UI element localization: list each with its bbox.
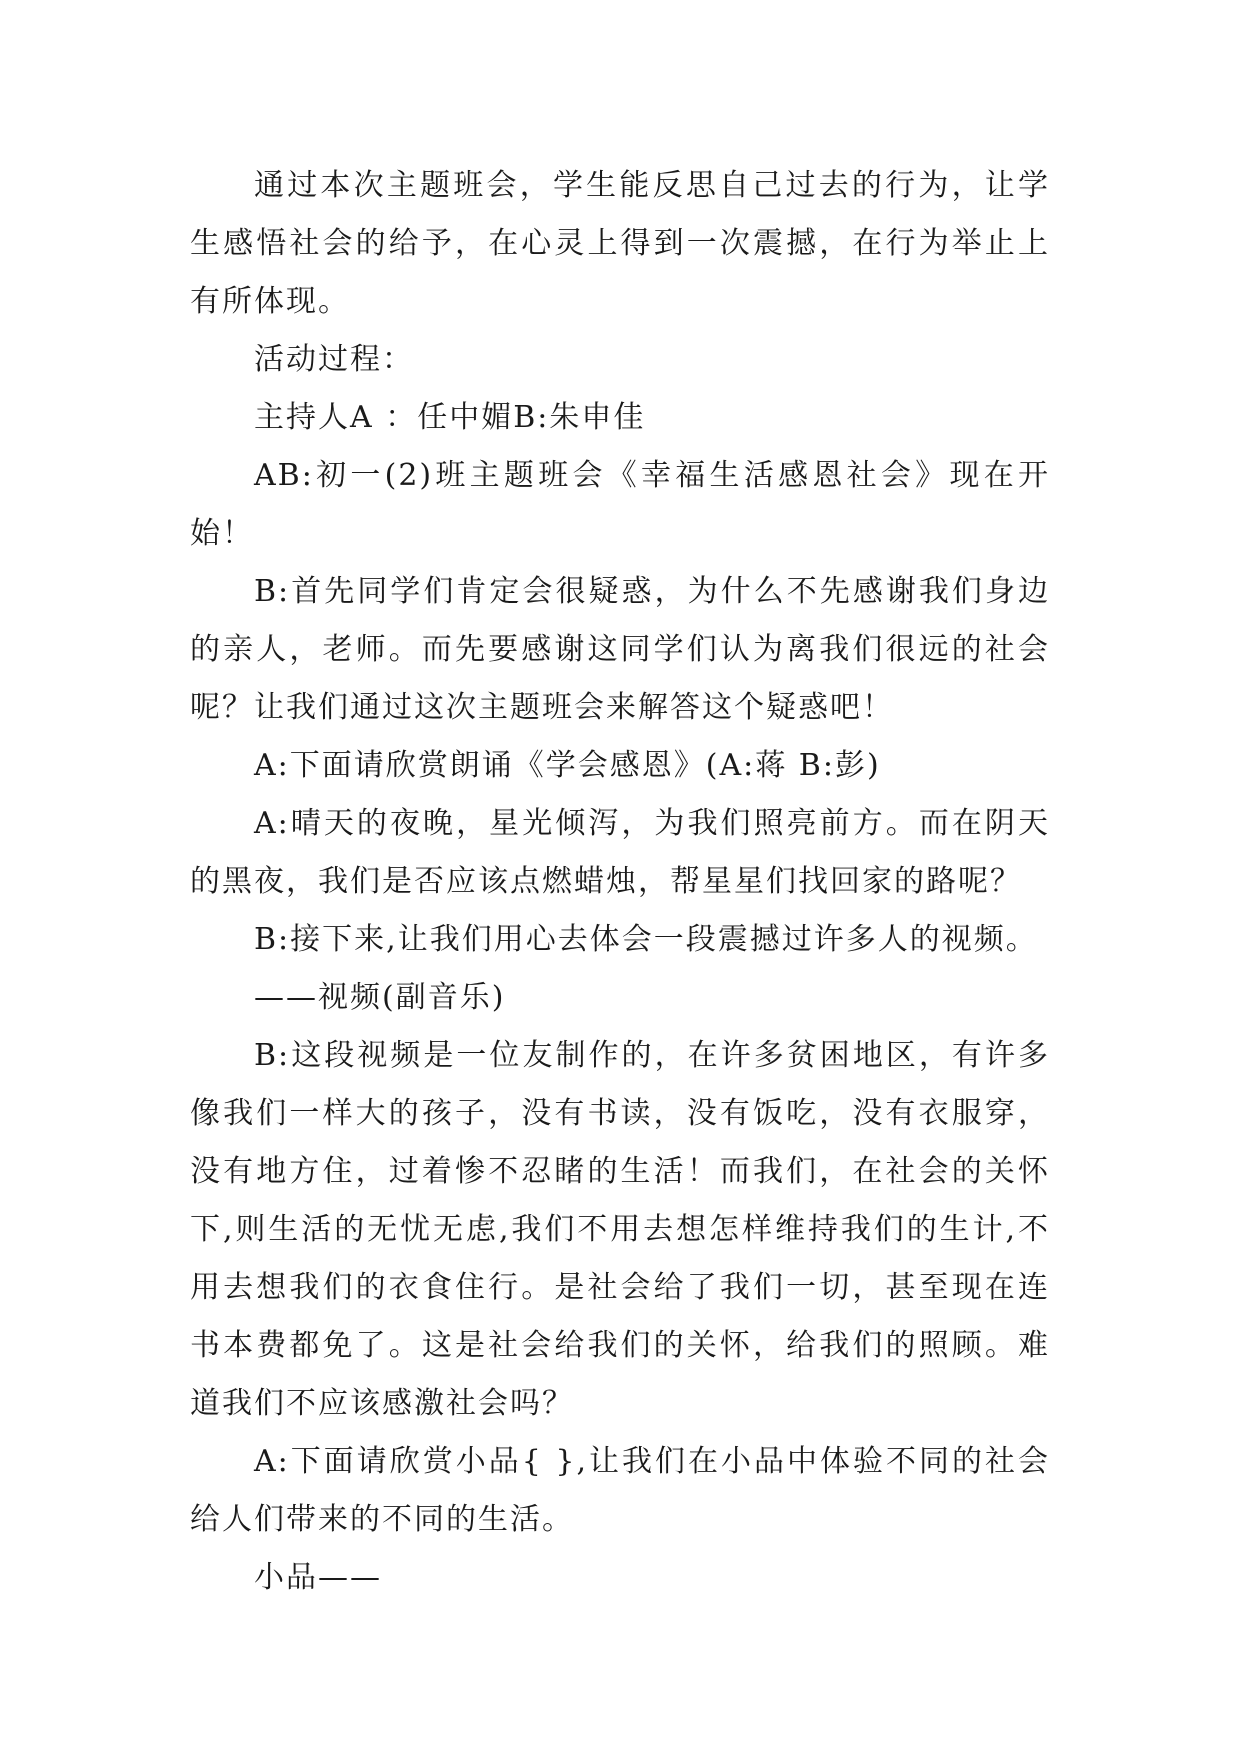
document-body bbox=[190, 157, 1050, 1607]
paragraph-recitation: A:下面请欣赏朗诵《学会感恩》(A:蒋 B:彭) bbox=[254, 748, 881, 783]
paragraph-question: B:首先同学们肯定会很疑惑，为什么不先感谢我们身边的亲人，老师。而先要感谢这同学们认为离我们很远的社会呢？让我们通过这次主题班会来解答这个疑惑吧！ bbox=[190, 574, 1050, 725]
paragraph-skit-intro: A:下面请欣赏小品{ },让我们在小品中体验不同的社会给人们带来的不同的生活。 bbox=[190, 1444, 1050, 1537]
paragraph-intro: 通过本次主题班会，学生能反思自己过去的行为，让学生感悟社会的给予，在心灵上得到一次震撼，在行为举止上有所体现。 bbox=[190, 168, 1050, 319]
paragraph-night: A:晴天的夜晚，星光倾泻，为我们照亮前方。而在阴天的黑夜，我们是否应该点燃蜡烛，帮星星们找回家的路呢？ bbox=[190, 806, 1050, 899]
paragraph-hosts: 主持人A ：任中媚B:朱申佳 bbox=[254, 400, 646, 435]
paragraph-opening: AB:初一(2)班主题班会《幸福生活感恩社会》现在开始！ bbox=[190, 458, 1050, 551]
paragraph-skit: 小品—— bbox=[254, 1560, 382, 1595]
paragraph-video-intro: B:接下来,让我们用心去体会一段震撼过许多人的视频。 bbox=[254, 922, 1038, 957]
paragraph-activity-heading: 活动过程： bbox=[254, 342, 414, 377]
paragraph-video-description: B:这段视频是一位友制作的，在许多贫困地区，有许多像我们一样大的孩子，没有书读，没有饭吃，没有衣服穿，没有地方住，过着惨不忍睹的生活！而我们，在社会的关怀下,则生活的无忧无虑,我们不用去想怎样维持我们的生计,不用去想我们的衣食住行。是社会给了我们一切，甚至现在连书本费都免了。这是社会给我们的关怀，给我们的照顾。难道我们不应该感激社会吗？ bbox=[190, 1038, 1050, 1421]
paragraph-video: ——视频(副音乐) bbox=[254, 980, 506, 1015]
